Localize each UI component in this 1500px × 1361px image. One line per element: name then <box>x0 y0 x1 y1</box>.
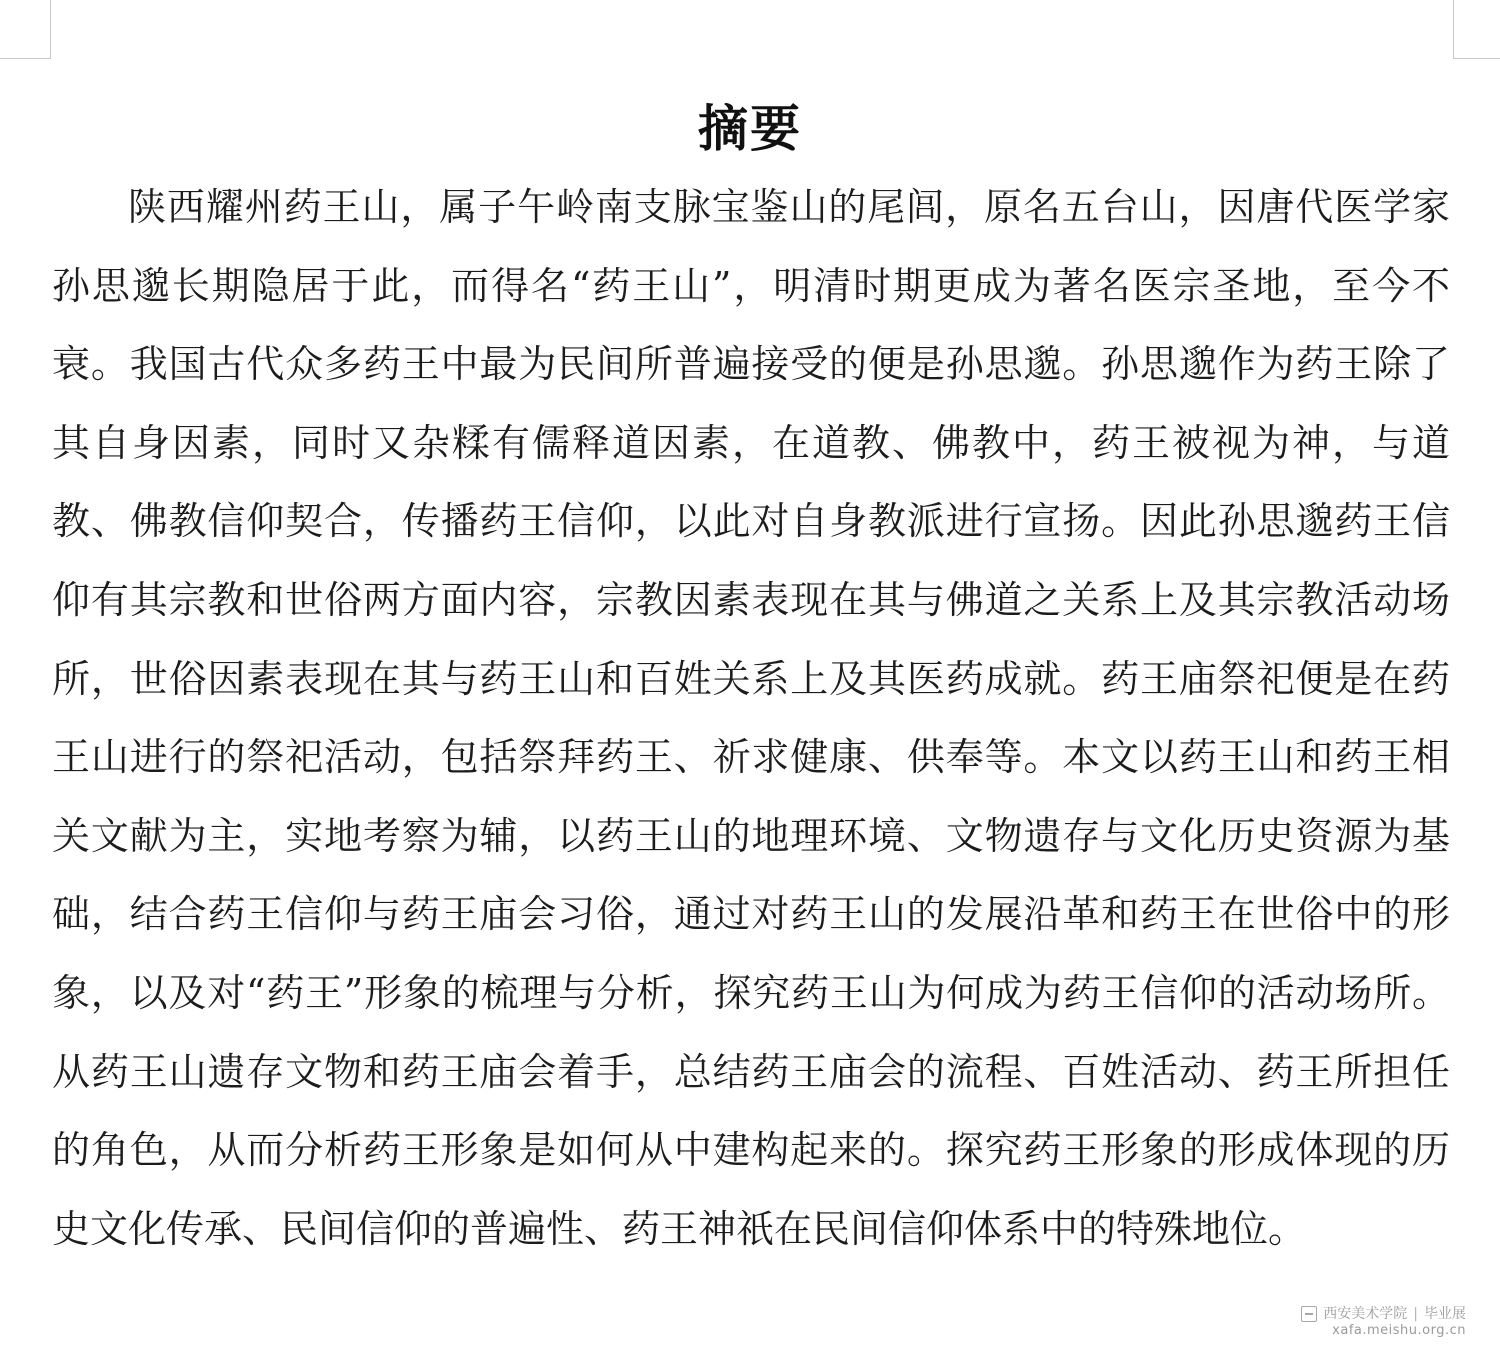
watermark-label: 毕业展 <box>1424 1306 1466 1322</box>
abstract-paragraph: 陕西耀州药王山，属子午岭南支脉宝鉴山的尾闾，原名五台山，因唐代医学家孙思邈长期隐居于此，而得名“药王山”，明清时期更成为著名医宗圣地，至今不衰。我国古代众多药王中最为民间所普遍接受的便是孙思邈。孙思邈作为药王除了其自身因素，同时又杂糅有儒释道因素，在道教、佛教中，药王被视为神，与道教、佛教信仰契合，传播药王信仰，以此对自身教派进行宣扬。因此孙思邈药王信仰有其宗教和世俗两方面内容，宗教因素表现在其与佛道之关系上及其宗教活动场所，世俗因素表现在其与药王山和百姓关系上及其医药成就。药王庙祭祀便是在药王山进行的祭祀活动，包括祭拜药王、祈求健康、供奉等。本文以药王山和药王相关文献为主，实地考察为辅，以药王山的地理环境、文物遗存与文化历史资源为基础，结合药王信仰与药王庙会习俗，通过对药王山的发展沿革和药王在世俗中的形象，以及对“药王”形象的梳理与分析，探究药王山为何成为药王信仰的活动场所。从药王山遗存文物和药王庙会着手，总结药王庙会的流程、百姓活动、药王所担任的角色，从而分析药王形象是如何从中建构起来的。探究药王形象的形成体现的历史文化传承、民间信仰的普遍性、药王神祇在民间信仰体系中的特殊地位。 <box>52 185 1450 1251</box>
page-corner-mark-top-left <box>0 0 51 59</box>
watermark-header <box>1301 1305 1466 1323</box>
academy-logo-icon <box>1301 1306 1317 1322</box>
watermark <box>1301 1305 1466 1339</box>
watermark-url: xafa.meishu.org.cn <box>1332 1323 1466 1338</box>
page-title: 摘要 <box>698 99 802 158</box>
watermark-logo-text: 西安美术学院 <box>1323 1306 1408 1322</box>
watermark-separator: | <box>1413 1306 1418 1322</box>
page-corner-mark-top-right <box>1453 0 1500 59</box>
